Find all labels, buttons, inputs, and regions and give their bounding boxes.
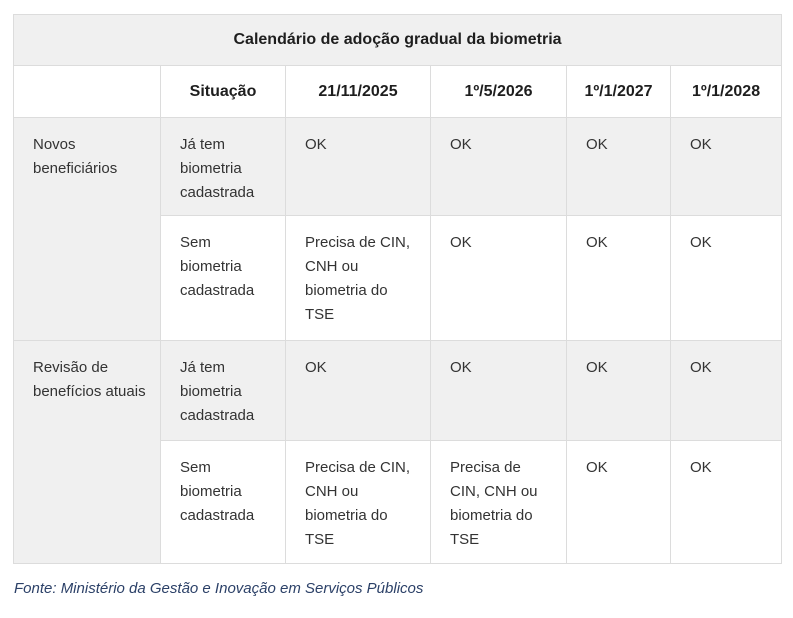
column-header-date-4: 1º/1/2028 bbox=[671, 66, 782, 118]
status-cell: OK bbox=[671, 216, 782, 341]
situacao-cell: Já tem biometria cadastrada bbox=[161, 341, 286, 441]
status-cell: OK bbox=[567, 441, 671, 564]
biometria-adoption-table bbox=[13, 14, 782, 564]
status-cell: OK bbox=[431, 118, 567, 216]
status-cell: Precisa de CIN, CNH ou biometria do TSE bbox=[431, 441, 567, 564]
status-cell: Precisa de CIN, CNH ou biometria do TSE bbox=[286, 441, 431, 564]
status-cell: OK bbox=[567, 216, 671, 341]
column-header-date-3: 1º/1/2027 bbox=[567, 66, 671, 118]
table-title: Calendário de adoção gradual da biometria bbox=[14, 15, 782, 66]
row-group-label-novos-beneficiarios: Novos beneficiários bbox=[14, 118, 161, 341]
status-cell: OK bbox=[431, 216, 567, 341]
column-header-situacao: Situação bbox=[161, 66, 286, 118]
status-cell: OK bbox=[286, 341, 431, 441]
column-header-date-1: 21/11/2025 bbox=[286, 66, 431, 118]
row-group-label-revisao-beneficios: Revisão de benefícios atuais bbox=[14, 341, 161, 564]
status-cell: OK bbox=[671, 441, 782, 564]
status-cell: OK bbox=[286, 118, 431, 216]
table-title-row bbox=[14, 15, 782, 66]
column-header-date-2: 1º/5/2026 bbox=[431, 66, 567, 118]
situacao-cell: Sem biometria cadastrada bbox=[161, 441, 286, 564]
table-header-row bbox=[14, 66, 782, 118]
status-cell: OK bbox=[671, 118, 782, 216]
source-attribution: Fonte: Ministério da Gestão e Inovação em Serviços Públicos bbox=[14, 580, 424, 597]
table-row bbox=[14, 118, 782, 216]
status-cell: OK bbox=[567, 118, 671, 216]
status-cell: OK bbox=[567, 341, 671, 441]
situacao-cell: Sem biometria cadastrada bbox=[161, 216, 286, 341]
column-header-empty bbox=[14, 66, 161, 118]
status-cell: Precisa de CIN, CNH ou biometria do TSE bbox=[286, 216, 431, 341]
status-cell: OK bbox=[671, 341, 782, 441]
table-row bbox=[14, 341, 782, 441]
status-cell: OK bbox=[431, 341, 567, 441]
situacao-cell: Já tem biometria cadastrada bbox=[161, 118, 286, 216]
